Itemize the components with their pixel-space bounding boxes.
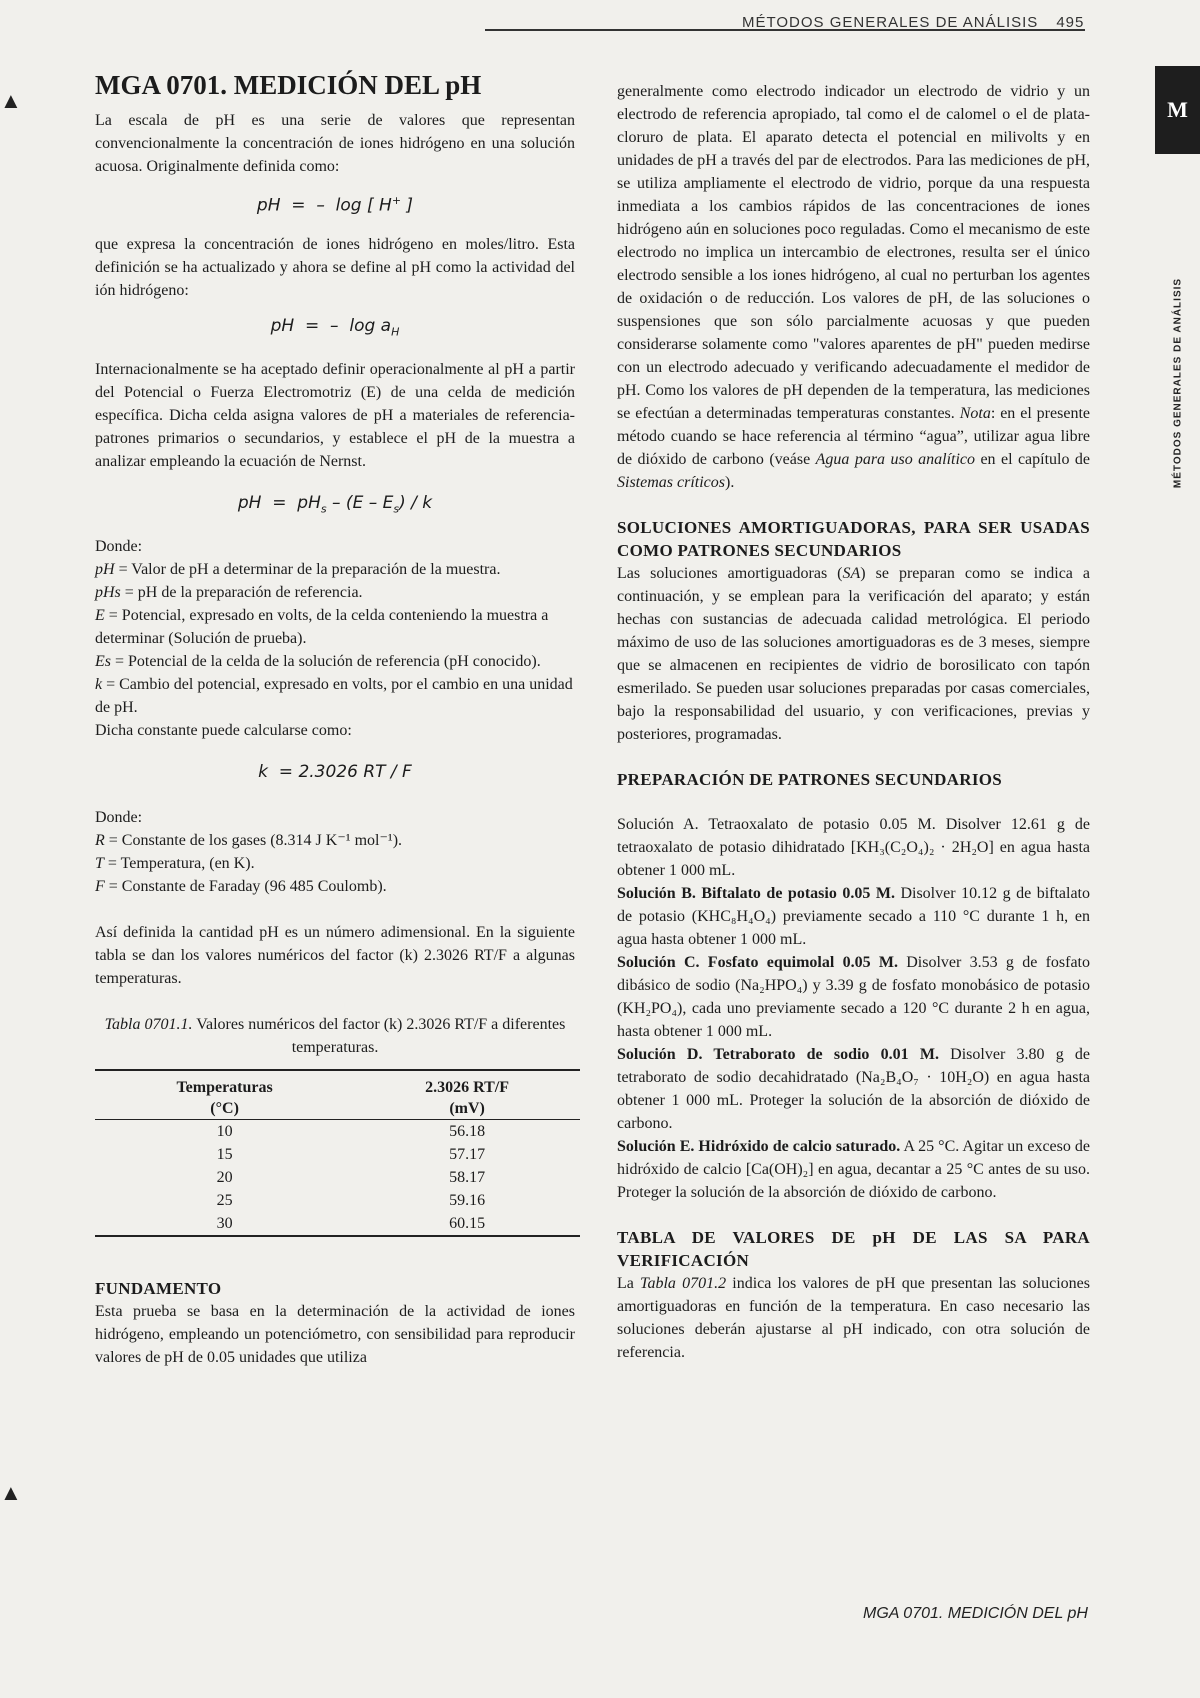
solution-d: Solución D. Tetraborato de sodio 0.01 M. Disolver 3.80 g de tetraborato de sodio decahidratado (Na₂B₄O₇ · 10H₂O) en agua hasta obtener 1 000 mL. Proteger la solución de la absorción de dióxido de carbono.	[617, 1046, 1090, 1132]
heading-fundamento: FUNDAMENTO	[95, 1279, 222, 1299]
page-footer: MGA 0701. MEDICIÓN DEL pH	[863, 1605, 1088, 1622]
temperature-table	[95, 1069, 580, 1237]
right-column	[617, 80, 1090, 1364]
solution-e: Solución E. Hidróxido de calcio saturado. A 25 °C. Agitar un exceso de hidróxido de calcio [Ca(OH)₂] en agua, decantar a 25 °C antes de su uso. Proteger la solución de la absorción de dióxido de carbono.	[617, 1138, 1090, 1201]
solution-a: Solución A. Tetraoxalato de potasio 0.05 M. Disolver 12.61 g de tetraoxalato de potasio dihidratado [KH₃(C₂O₄)₂ · 2H₂O] en agua hasta obtener 1 000 mL.	[617, 816, 1091, 879]
equation-nernst: pH = $pH_s - (E - E_s)$ / k	[237, 493, 433, 516]
heading-ph-table: TABLA DE VALORES DE pH DE LAS SA PARA VERIFICACIÓN	[617, 1228, 1090, 1270]
table-row: 25 59.16	[216, 1192, 486, 1210]
table-header: Temperaturas	[176, 1079, 273, 1097]
definition-item: pHs = pH de la preparación de referencia.	[95, 584, 363, 602]
page-number: 495	[1056, 14, 1085, 31]
paragraph-nernst: Internacionalmente se ha aceptado definir operacionalmente al pH a partir del Potencial o Fuerza Electromotriz (E) de una celda de medición específica. Dicha celda asigna valores de pH a materiales de referencia-patrones primarios o secundarios, y establece el pH de la muestra a analizar empleando la ecuación de Nernst.	[95, 361, 575, 471]
paragraph-activity: que expresa la concentración de iones hidrógeno en moles/litro. Esta definición se ha actualizado y ahora se define al pH como la actividad del ión hidrógeno:	[95, 235, 575, 299]
side-vertical-title: MÉTODOS GENERALES DE ANÁLISIS	[1172, 277, 1183, 488]
paragraph-k-table: Así definida la cantidad pH es un número adimensional. En la siguiente tabla se dan los valores numéricos del factor (k) 2.3026 RT/F a algunas temperaturas.	[95, 924, 575, 988]
table-row: 20 58.17	[216, 1169, 486, 1187]
definition-item: T = Temperatura, (en K).	[95, 855, 255, 873]
definition-item: F = Constante de Faraday (96 485 Coulomb).	[95, 878, 387, 896]
equation-ph-concentration: pH = – log [ H+ ]	[256, 194, 414, 216]
table-caption: Tabla 0701.1. Valores numéricos del factor (k) 2.3026 RT/F a diferentes temperaturas.	[104, 1016, 566, 1057]
section-tab: M	[1155, 66, 1200, 154]
paragraph-ph-table: La Tabla 0701.2 indica los valores de pH que presentan las soluciones amortiguadoras en función de la temperatura. En caso necesario las soluciones deberán ajustarse al pH indicado, con otra solución de referencia.	[617, 1275, 1090, 1361]
equation-ph-activity: pH = – $\log a_H$	[270, 315, 400, 339]
intro-paragraph: La escala de pH es una serie de valores que representan convencionalmente la concentración de iones hidrógeno en una solución acuosa. Originalmente definida como:	[95, 112, 575, 175]
paragraph-buffers: Las soluciones amortiguadoras (SA) se preparan como se indica a continuación, y se emplean para la verificación del aparato; y están hechas con sustancias de adecuada calidad metrológica. El periodo máximo de uso de las soluciones amortiguadoras es de 3 meses, siempre que se almacenen en recipientes de vidrio de borosilicato con tapón esmerilado. Se pueden usar soluciones preparadas por casas comerciales, bajo la responsabilidad del usuario, y con verificaciones, previas y posteriores, programadas.	[617, 565, 1091, 743]
binding-mark: ▲	[0, 88, 22, 113]
left-column	[95, 68, 575, 1369]
donde-label: Donde:	[95, 538, 143, 556]
running-header	[742, 14, 1084, 31]
definitions-2	[95, 806, 575, 898]
table-row: 30 60.15	[95, 1212, 580, 1236]
donde-label: Donde:	[95, 809, 143, 827]
paragraph-electrode: generalmente como electrodo indicador un electrodo de vidrio y un electrodo de referencia apropiado, tal como el de calomel o el de plata-cloruro de plata. El aparato detecta el potencial en milivolts y en unidades de pH a través del par de electrodos. Para las mediciones de pH, se utiliza ampliamente el electrodo de vidrio, porque da una respuesta inmediata a los cambios rápidos de las concentraciones de iones hidrógeno aún en soluciones poco reguladas. Como el mecanismo de este electrodo no implica un intercambio de electrones, resulta ser el único electrodo sensible a los iones hidrógeno, al cual no perturban los agentes de oxidación o de reducción. Los valores de pH, de las soluciones o suspensiones que son sólo parcialmente acuosas y que pueden considerarse solamente como "valores aparentes de pH" pueden medirse con un electrodo adecuado y verificando adecuadamente el medidor de pH. Como los valores de pH dependen de la temperatura, las mediciones se efectúan a determinadas temperaturas constantes. Nota: en el presente método cuando se hace referencia al término “agua”, utilizar agua libre de dióxido de carbono (veáse Agua para uso analítico en el capítulo de Sistemas críticos).	[617, 83, 1091, 491]
definition-item: pH = Valor de pH a determinar de la preparación de la muestra.	[95, 561, 501, 579]
running-title: MÉTODOS GENERALES DE ANÁLISIS	[742, 14, 1039, 31]
paragraph-fundamento: Esta prueba se basa en la determinación de la actividad de iones hidrógeno, empleando un potenciómetro, con sensibilidad para reproducir valores de pH de 0.05 unidades que utiliza	[95, 1303, 575, 1367]
table-header: (°C)	[210, 1100, 239, 1118]
table-header: 2.3026 RT/F	[425, 1079, 510, 1097]
solution-c: Solución C. Fosfato equimolal 0.05 M. Disolver 3.53 g de fosfato dibásico de sodio (Na₂HPO₄) y 3.39 g de fosfato monobásico de potasio (KH₂PO₄), cada uno previamente secado a 120 °C durante 2 h en agua, hasta obtener 1 000 mL.	[617, 954, 1091, 1040]
definition-item: E = Potencial, expresado en volts, de la celda conteniendo la muestra a determinar (Solución de prueba).	[95, 607, 549, 648]
table-header: (mV)	[449, 1100, 485, 1118]
binding-mark: ▲	[0, 1480, 22, 1505]
heading-buffers: SOLUCIONES AMORTIGUADORAS, PARA SER USADAS COMO PATRONES SECUNDARIOS	[617, 518, 1090, 560]
definitions-1	[95, 535, 575, 742]
table-row: 10 56.18	[216, 1123, 486, 1141]
calc-intro: Dicha constante puede calcularse como:	[95, 722, 352, 740]
heading-preparation: PREPARACIÓN DE PATRONES SECUNDARIOS	[617, 770, 1003, 789]
definition-item: Es = Potencial de la celda de la solución de referencia (pH conocido).	[95, 653, 541, 671]
definition-item: R = Constante de los gases (8.314 J K⁻¹ mol⁻¹).	[95, 832, 403, 850]
equation-k: k = 2.3026 RT / F	[258, 762, 412, 783]
solution-b: Solución B. Biftalato de potasio 0.05 M. Disolver 10.12 g de biftalato de potasio (KHC₈H₄O₄) previamente secado a 110 °C durante 1 h, en agua hasta obtener 1 000 mL.	[617, 885, 1091, 948]
table-row: 15 57.17	[216, 1146, 486, 1164]
page-title: MGA 0701. MEDICIÓN DEL pH	[95, 70, 482, 100]
definition-item: k = Cambio del potencial, expresado en volts, por el cambio en una unidad de pH.	[95, 676, 573, 717]
